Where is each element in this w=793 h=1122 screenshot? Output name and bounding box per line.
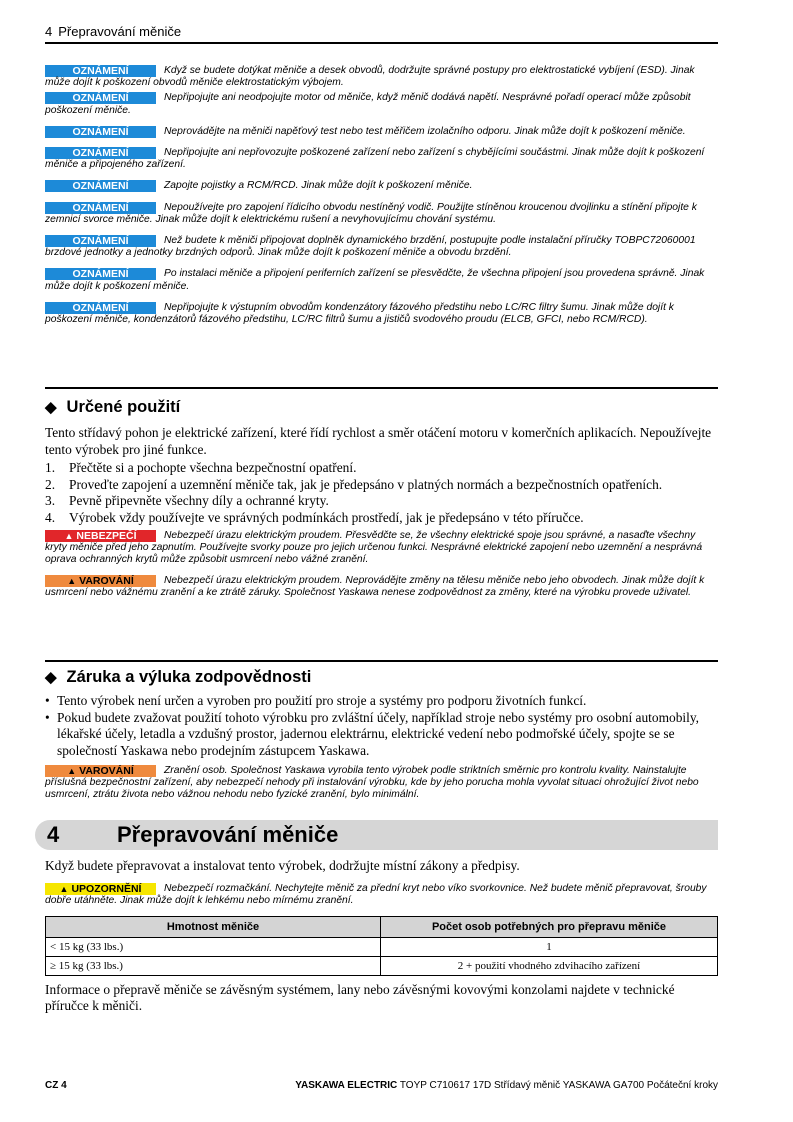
table-header: Hmotnost měniče <box>46 916 381 937</box>
table-row <box>46 937 718 956</box>
table-cell: 1 <box>381 937 718 956</box>
danger-badge: ▲ NEBEZPEČÍ <box>45 530 156 542</box>
notice-1 <box>45 65 718 89</box>
list-item: 4. Výrobek vždy používejte ve správných podmínkách prostředí, jak je předepsáno v této příručce. <box>45 509 584 525</box>
chapter-title: Přepravování měniče <box>117 822 339 847</box>
section-title: ◆ Záruka a výluka zodpovědnosti <box>45 668 312 686</box>
notice-text: Zapojte pojistky a RCM/RCD. Jinak může dojít k poškození měniče. <box>164 180 473 192</box>
table-row <box>46 956 718 975</box>
table-cell: 2 + použití vhodného zdvihacího zařízení <box>381 956 718 975</box>
closing-paragraph: Informace o přepravě měniče se závěsným systémem, lany nebo závěsnými kovovými konzolami najdete v technické příručce k měniči. <box>45 981 675 1014</box>
list-item: 1. Přečtěte si a pochopte všechna bezpečnostní opatření. <box>45 460 357 475</box>
warning-triangle-icon: ▲ <box>67 766 77 776</box>
chapter-heading <box>35 820 718 850</box>
warning-badge: ▲ VAROVÁNÍ <box>45 765 156 777</box>
footer-document-info <box>295 1080 718 1091</box>
warranty-list <box>45 693 718 759</box>
header-number: 4 <box>45 24 53 39</box>
danger-notice: ▲ NEBEZPEČÍ Nebezpečí úrazu elektrickým proudem. Přesvědčte se, že všechny elektrické spoje jsou správné, a nasaďte všechny kryty měniče před jeho zapnutím. Používejte svorky pouze pro jejich určenou funkci. Nesprávné elektrické zapojení nebo uzemnění a nesprávná oprava ochranných krytů může způsobit usmrcení nebo vážné zranění. <box>45 530 703 566</box>
section-divider <box>45 387 718 389</box>
chapter-body <box>45 858 718 1015</box>
notice-text: Nepřipojujte ani neodpojujte motor od měniče, když měnič dodává napětí. Nesprávné pořadí operací může způsobit poškození měniče. <box>45 92 691 116</box>
notice-text: Než budete k měniči připojovat doplněk dynamického brzdění, postupujte podle instalační příručky TOBPC72060001 brzdové jednotky a jednotky brzdných odporů. Jinak může dojít k poškození měniče a obvodu brzdění. <box>45 235 696 259</box>
notice-badge: OZNÁMENÍ <box>45 65 156 77</box>
notice-text: Po instalaci měniče a připojení periferních zařízení se přesvědčte, že všechna připojení jsou provedena správně. Jinak může dojít k poškození měniče. <box>45 268 705 292</box>
notice-9 <box>45 302 718 326</box>
notice-list <box>45 65 718 326</box>
warning-badge: ▲ VAROVÁNÍ <box>45 575 156 587</box>
diamond-icon: ◆ <box>45 399 57 416</box>
footer-page-number: CZ 4 <box>45 1080 67 1091</box>
bullet-icon: • <box>45 693 50 708</box>
notice-5 <box>45 180 718 192</box>
notice-text: Nepoužívejte pro zapojení řídicího obvodu nestíněný vodič. Použijte stíněnou kroucenou dvojlinku a stínění připojte k zemnicí svorce měniče. Jinak může dojít k elektrickému rušení a nevyhovujícímu chování systému. <box>45 201 697 225</box>
intro-paragraph: Tento střídavý pohon je elektrické zařízení, které řídí rychlost a směr otáčení motoru v komerčních aplikacích. Nepoužívejte tento výrobek pro jiné funkce. <box>45 425 712 457</box>
notice-badge: OZNÁMENÍ <box>45 268 156 280</box>
notice-text: Nepřipojujte ani nepřovozujte poškozené zařízení nebo zařízení s chybějícími součástmi. Jinak může dojít k poškození měniče a připojeného zařízení. <box>45 147 705 171</box>
footer-brand: YASKAWA ELECTRIC <box>295 1080 398 1091</box>
chapter-number: 4 <box>47 822 60 847</box>
section-intended-use <box>45 398 718 599</box>
bullet-icon: • <box>45 709 50 725</box>
notice-text: Nepřipojujte k výstupním obvodům kondenzátory fázového předstihu nebo LC/RC filtry šumu. Jinak může dojít k poškození měniče, kondenzátorů fázového předstihu, LC/RC filtrů šumu a jističů svodového proudu (ELCB, GFCI, nebo RCM/RCD). <box>45 301 674 326</box>
table-header-row <box>46 916 718 937</box>
list-item: 2. Proveďte zapojení a uzemnění měniče tak, jak je předepsáno v platných normách a bezpečnostních opatřeních. <box>45 476 663 492</box>
notice-badge: OZNÁMENÍ <box>45 202 156 214</box>
page-header <box>45 24 718 44</box>
table-cell: ≥ 15 kg (33 lbs.) <box>46 956 381 975</box>
warning-triangle-icon: ▲ <box>59 883 69 894</box>
table-cell: < 15 kg (33 lbs.) <box>46 937 381 956</box>
list-item: • Tento výrobek není určen a vyroben pro použití pro stroje a systémy pro podporu životních funkcí. <box>45 693 587 708</box>
table-header: Počet osob potřebných pro přepravu měniče <box>381 916 718 937</box>
caution-badge: ▲ UPOZORNĚNÍ <box>45 883 156 895</box>
header-title: Přepravování měniče <box>58 24 182 39</box>
warning-triangle-icon: ▲ <box>67 575 77 586</box>
notice-7 <box>45 235 718 259</box>
list-item: 3. Pevně připevněte všechny díly a ochranné kryty. <box>45 493 329 508</box>
warning-triangle-icon: ▲ <box>64 531 74 541</box>
list-item: • Pokud budete zvažovat použití tohoto výrobku pro zvláštní účely, například stroje nebo systémy pro osobní automobily, lékařské účely, letadla a vzdušný prostor, jadernou elektrárnu, elektrické vedení nebo podmořské účely, spojte se se společností Yaskawa nebo prodejním zástupcem Yaskawa. <box>45 709 700 758</box>
section-title: ◆ Určené použití <box>45 398 181 416</box>
notice-4 <box>45 147 718 171</box>
footer-doc: TOYP C710617 17D Střídavý měnič YASKAWA GA700 Počáteční kroky <box>397 1080 718 1091</box>
warning-notice: ▲ VAROVÁNÍ Nebezpečí úrazu elektrickým proudem. Neprovádějte změny na tělesu měniče nebo jeho obvodech. Jinak může dojít k usmrcení nebo vážnému zranění a ke ztrátě záruky. Společnost Yaskawa nenese zodpovědnost za změny, které na výrobku provede uživatel. <box>45 574 705 598</box>
notice-badge: OZNÁMENÍ <box>45 147 156 159</box>
notice-badge: OZNÁMENÍ <box>45 180 156 192</box>
notice-8 <box>45 268 718 292</box>
section-divider <box>45 660 718 662</box>
chapter-intro: Když budete přepravovat a instalovat tento výrobek, dodržujte místní zákony a předpisy. <box>45 858 520 873</box>
notice-text: Neprovádějte na měniči napěťový test nebo test měřičem izolačního odporu. Jinak může dojít k poškození měniče. <box>164 125 686 137</box>
notice-badge: OZNÁMENÍ <box>45 92 156 104</box>
notice-badge: OZNÁMENÍ <box>45 126 156 138</box>
diamond-icon: ◆ <box>45 669 57 686</box>
caution-notice: ▲ UPOZORNĚNÍ Nebezpečí rozmačkání. Nechytejte měnič za přední kryt nebo víko svorkovnice. Než budete měnič přepravovat, šrouby dobře utáhněte. Jinak může dojít k lehkému nebo mírnému zranění. <box>45 882 707 906</box>
notice-6 <box>45 202 718 226</box>
weight-table <box>45 916 718 976</box>
steps-list <box>45 460 718 526</box>
notice-3 <box>45 126 718 138</box>
notice-text: Když se budete dotýkat měniče a desek obvodů, dodržujte správné postupy pro elektrostatické vybíjení (ESD). Jinak může dojít k poškození obvodů měniče elektrostatickým výbojem. <box>45 65 695 89</box>
section-warranty <box>45 668 718 802</box>
warning-notice: ▲ VAROVÁNÍ Zranění osob. Společnost Yaskawa vyrobila tento výrobek podle striktních směrnic pro kontrolu kvality. Nainstalujte příslušná bezpečnostní zařízení, aby nebezpečí nehody při instalování výrobku, kde by jeho porucha mohla vyvolat situaci ohrožující život nebo usmrcení, ztrátu života nebo vážnou nehodu nebo fyzické zranění, bylo minimální. <box>45 765 699 801</box>
notice-2 <box>45 92 718 116</box>
notice-badge: OZNÁMENÍ <box>45 302 156 314</box>
notice-badge: OZNÁMENÍ <box>45 235 156 247</box>
